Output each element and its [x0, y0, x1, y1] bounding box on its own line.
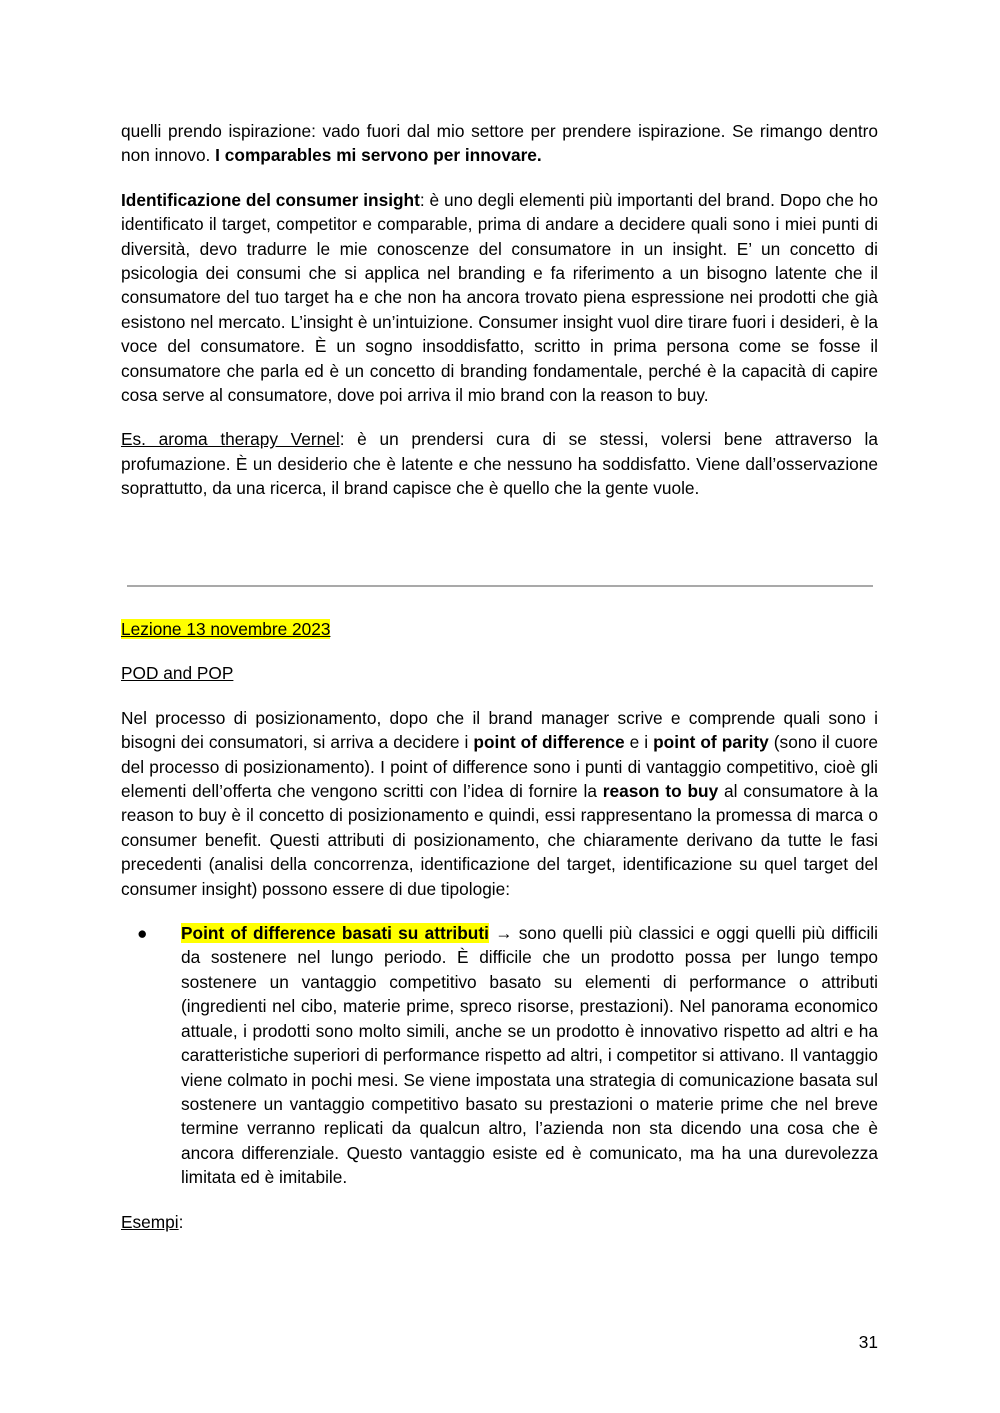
bullet-icon: ● — [137, 923, 148, 944]
lesson-date-heading: Lezione 13 novembre 2023 — [121, 619, 331, 639]
paragraph-consumer-insight: Identificazione del consumer insight: è uno degli elementi più importanti del brand. Dopo che ho identificato il target, competitor e comparable, prima di andare a decidere quali sono i miei punti di diversità, devo tradurre le mie conoscenze del consumatore in un insight. E’ un concetto di psicologia dei consumi che si applica nel branding e fa riferimento a un bisogno latente che il consumatore del tuo target ha e che non ha ancora trovato piena espressione nei prodotti che già esistono nel mercato. L’insight è un’intuizione. Consumer insight vuol dire tirare fuori i desideri, è la voce del consumatore. È un sogno insoddisfatto, scritto in prima persona come se fosse il consumatore che parla ed è un concetto di branding fondamentale, perché è la capacità di capire cosa serve al consumatore, dove poi arriva il mio brand con la reason to buy. — [121, 189, 878, 406]
paragraph-positioning: Nel processo di posizionamento, dopo che il brand manager scrive e comprende quali sono i bisogni dei consumatori, si arriva a decidere i point of difference e i point of parity (sono il cuore del processo di posizionamento). I point of difference sono i punti di vantaggio competitivo, cioè gli elementi dell’offerta che vengono scritti con l’idea di fornire la reason to buy al consumatore à la reason to buy è il concetto di posizionamento e quindi, essi rappresentano la promessa di marca o consumer benefit. Questi attributi di posizionamento, che chiaramente derivano da tutte le fasi precedenti (analisi della concorrenza, identificazione del target, identificazione su quel target del consumer insight) possono essere di due tipologie: — [121, 707, 878, 899]
lesson-subheading: POD and POP — [121, 663, 234, 684]
document-page — [121, 119, 878, 501]
lesson-section — [121, 617, 878, 1234]
consumer-insight-term: Identificazione del consumer insight — [121, 189, 420, 210]
paragraph-example-vernel: Es. aroma therapy Vernel: è un prendersi cura di se stessi, volersi bene attraverso la profumazione. È un desiderio che è latente e che nessuno ha soddisfatto. Viene dall’osservazione soprattutto, da una ricerca, il brand capisce che è quello che la gente vuole. — [121, 429, 878, 499]
bullet-list — [121, 921, 878, 1189]
bullet-title: Point of difference basati su attributi — [181, 923, 489, 944]
example-vernel-label: Es. aroma therapy Vernel — [121, 429, 340, 450]
paragraph-comparables: quelli prendo ispirazione: vado fuori dal mio settore per prendere ispirazione. Se rimango dentro non innovo. I comparables mi servono per innovare. — [121, 121, 878, 166]
page-number: 31 — [858, 1332, 878, 1352]
arrow-icon: → — [495, 923, 513, 944]
examples-label: Esempi: — [121, 1211, 184, 1232]
horizontal-divider — [127, 585, 873, 587]
list-item: ● Point of difference basati su attributi → sono quelli più classici e oggi quelli più difficili da sostenere nel lungo periodo. È difficile che un prodotto possa per lungo tempo sostenere un vantaggio competitivo basato su elementi di performance o attributi (ingredienti nel cibo, materie prime, spreco risorse, prestazioni). Nel panorama economico attuale, i prodotti sono molto simili, anche se un prodotto è innovativo rispetto ad altri e ha caratteristiche superiori di performance rispetto ad altri, i competitor si attivano. Il vantaggio viene colmato in pochi mesi. Se viene impostata una strategia di comunicazione basata sul sostenere un vantaggio competitivo basato su prestazioni o materie prime che nel breve termine verranno replicati da qualcun altro, l’azienda non sta dicendo una cosa che è ancora differenziale. Questo vantaggio esiste ed è comunicato, ma ha una durevolezza limitata ed è imitabile. — [137, 923, 878, 1188]
comparables-bold: I comparables mi servono per innovare. — [215, 145, 542, 166]
